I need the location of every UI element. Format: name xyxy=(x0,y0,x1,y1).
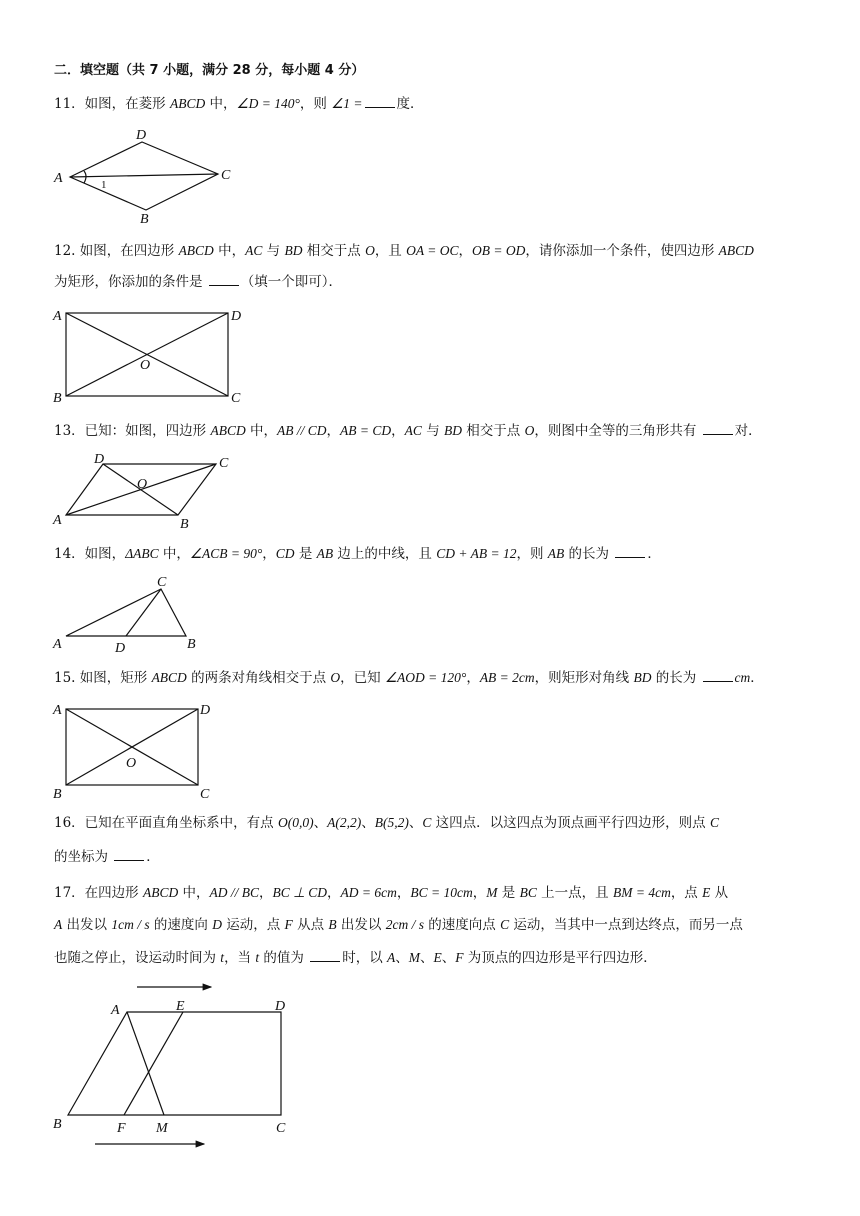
label-D: D xyxy=(231,309,242,324)
label-B: B xyxy=(53,391,62,406)
label-A: A xyxy=(53,703,62,718)
label-A: A xyxy=(53,637,62,652)
label-C: C xyxy=(157,575,167,590)
label-F: F xyxy=(117,1121,126,1136)
label-D: D xyxy=(275,999,286,1014)
label-B: B xyxy=(53,787,62,802)
label-O: O xyxy=(140,358,151,373)
label-C: C xyxy=(221,168,231,183)
question-16-text-line1: 16．已知在平面直角坐标系中，有点 O(0,0)、A(2,2)、B(5,2)、C 这四点．以这四点为顶点画平行四边形，则点 C xyxy=(54,815,719,831)
question-17-text-line2: A 出发以 1cm / s 的速度向 D 运动，点 F 从点 B 出发以 2cm / s 的速度向点 C 运动，当其中一点到达终点，而另一点 xyxy=(54,917,743,933)
label-O: O xyxy=(126,756,137,771)
label-C: C xyxy=(231,391,241,406)
question-17-text-line1: 17．在四边形 ABCD 中，AD // BC，BC ⊥ CD，AD = 6cm，BC = 10cm，M 是 BC 上一点，且 BM = 4cm，点 E 从 xyxy=(54,885,729,901)
label-B: B xyxy=(53,1117,62,1132)
label-B: B xyxy=(187,637,196,652)
label-A: A xyxy=(53,513,62,528)
label-A: A xyxy=(111,1003,120,1018)
question-13-text: 13．已知：如图，四边形 ABCD 中，AB // CD，AB = CD，AC 与 BD 相交于点 O，则图中全等的三角形共有 对． xyxy=(54,423,762,439)
label-B: B xyxy=(180,517,189,532)
label-angle-1: 1 xyxy=(101,179,107,191)
question-11-text: 11．如图，在菱形 ABCD 中，∠D = 140°，则 ∠1 = 度． xyxy=(54,96,424,112)
label-C: C xyxy=(219,456,229,471)
label-A: A xyxy=(53,309,62,324)
question-17-text-line3: 也随之停止，设运动时间为 t，当 t 的值为 时，以 A、M、E、F 为顶点的四边形是平行四边形． xyxy=(54,950,657,966)
label-A: A xyxy=(54,171,63,186)
label-B: B xyxy=(140,212,149,227)
question-12-text-line2: 为矩形，你添加的条件是 （填一个即可）． xyxy=(54,274,343,290)
label-D: D xyxy=(115,641,126,656)
question-12-text-line1: 12. 如图，在四边形 ABCD 中，AC 与 BD 相交于点 O，且 OA = OC，OB = OD，请你添加一个条件，使四边形 ABCD xyxy=(54,243,754,259)
label-M: M xyxy=(156,1121,168,1136)
label-D: D xyxy=(136,128,147,143)
label-O: O xyxy=(137,477,148,492)
label-D: D xyxy=(200,703,211,718)
label-C: C xyxy=(276,1121,286,1136)
question-16-text-line2: 的坐标为 ． xyxy=(54,849,160,865)
label-C: C xyxy=(200,787,210,802)
question-15-text: 15. 如图，矩形 ABCD 的两条对角线相交于点 O，已知 ∠AOD = 120°，AB = 2cm，则矩形对角线 BD 的长为 cm． xyxy=(54,670,764,686)
label-E: E xyxy=(176,999,185,1014)
label-D: D xyxy=(94,452,105,467)
question-14-text: 14．如图，ΔABC 中，∠ACB = 90°，CD 是 AB 边上的中线，且 CD + AB = 12，则 AB 的长为 ． xyxy=(54,546,661,562)
section-title: 二．填空题（共 7 小题，满分 28 分，每小题 4 分） xyxy=(54,63,365,78)
